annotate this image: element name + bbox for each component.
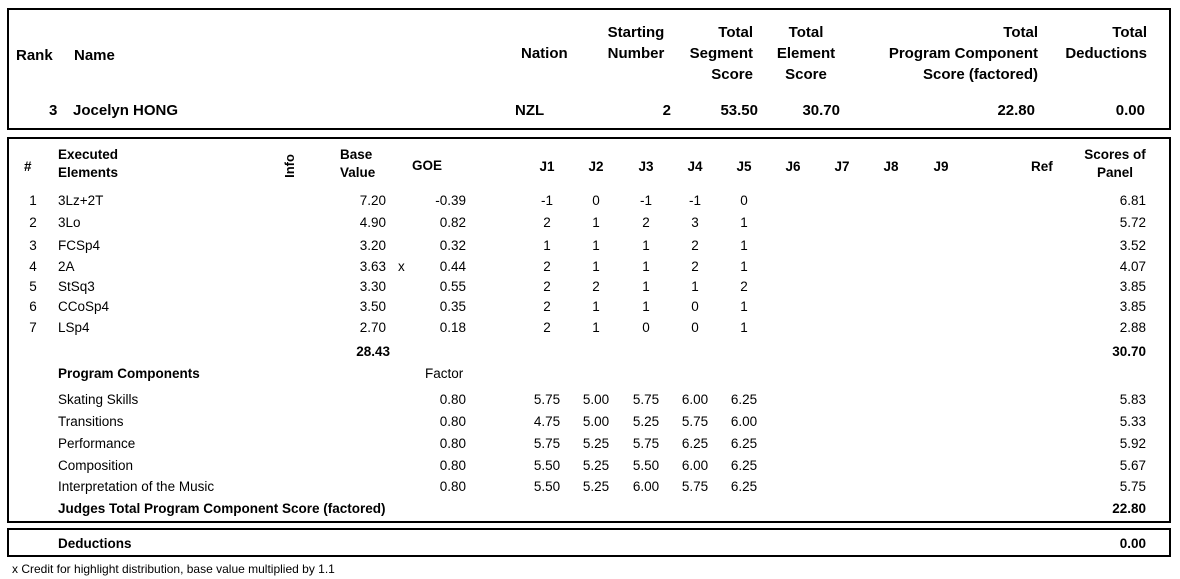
element-judge-score-j2: 2	[592, 279, 600, 294]
component-name: Composition	[58, 458, 134, 473]
component-judge-score-j2: 5.00	[582, 414, 610, 429]
element-judge-score-j2: 1	[592, 215, 600, 230]
element-info: x	[398, 259, 405, 274]
element-goe: 0.32	[439, 238, 466, 253]
component-judge-score-j4: 6.00	[681, 458, 709, 473]
element-judge-score-j1: 1	[543, 238, 551, 253]
component-judge-score-j5: 6.00	[730, 414, 758, 429]
element-number: 4	[29, 259, 37, 274]
component-judge-score-j3: 5.75	[632, 436, 660, 451]
element-number: 1	[29, 193, 37, 208]
element-panel-score: 3.85	[1119, 279, 1146, 294]
deductions-box	[7, 528, 1171, 557]
skater-total-segment-score: 53.50	[720, 102, 758, 119]
element-panel-score: 3.52	[1119, 238, 1146, 253]
elements-score-total: 30.70	[1112, 344, 1146, 359]
element-base-value: 2.70	[359, 320, 386, 335]
element-base-value: 3.63	[359, 259, 386, 274]
element-judge-score-j5: 2	[740, 279, 748, 294]
judge-header-j6: J6	[785, 159, 801, 174]
element-panel-score: 5.72	[1119, 215, 1146, 230]
component-judge-score-j4: 5.75	[681, 414, 709, 429]
judge-header-j7: J7	[834, 159, 850, 174]
program-components-title: Program Components	[58, 366, 200, 381]
element-judge-score-j3: 1	[642, 299, 650, 314]
element-judge-score-j5: 1	[740, 238, 748, 253]
judge-header-j5: J5	[736, 159, 752, 174]
skater-rank: 3	[49, 102, 58, 119]
skater-total-program-component-score: 22.80	[997, 102, 1035, 119]
judge-header-j1: J1	[539, 159, 555, 174]
element-goe: 0.55	[439, 279, 466, 294]
component-judge-score-j2: 5.25	[582, 458, 610, 473]
element-number: 7	[29, 320, 37, 335]
element-judge-score-j4: 2	[691, 259, 699, 274]
element-judge-score-j3: -1	[639, 193, 652, 208]
element-number: 6	[29, 299, 37, 314]
judges-total-pcs-label: Judges Total Program Component Score (factored)	[58, 501, 386, 516]
skater-starting-number: 2	[662, 102, 671, 119]
element-name: StSq3	[58, 279, 95, 294]
element-judge-score-j4: 0	[691, 320, 699, 335]
element-judge-score-j1: 2	[543, 320, 551, 335]
element-judge-score-j5: 1	[740, 259, 748, 274]
component-judge-score-j1: 5.50	[533, 479, 561, 494]
element-number: 2	[29, 215, 37, 230]
total-program-component-score-header: Total Program Component Score (factored)	[888, 24, 1038, 83]
element-judge-score-j5: 1	[740, 299, 748, 314]
component-judge-score-j3: 5.50	[632, 458, 660, 473]
component-judge-score-j1: 5.75	[533, 392, 561, 407]
element-judge-score-j4: 2	[691, 238, 699, 253]
element-goe: 0.18	[439, 320, 466, 335]
element-judge-score-j2: 1	[592, 259, 600, 274]
element-panel-score: 6.81	[1119, 193, 1146, 208]
component-judge-score-j5: 6.25	[730, 392, 758, 407]
element-base-value: 3.30	[359, 279, 386, 294]
footnote: x Credit for highlight distribution, base value multiplied by 1.1	[12, 562, 335, 576]
factor-header: Factor	[425, 366, 464, 381]
component-judge-score-j3: 6.00	[632, 479, 660, 494]
component-judge-score-j1: 5.50	[533, 458, 561, 473]
name-header: Name	[74, 47, 115, 64]
element-judge-score-j3: 1	[642, 238, 650, 253]
component-judge-score-j1: 4.75	[533, 414, 561, 429]
component-name: Performance	[58, 436, 136, 451]
element-judge-score-j2: 1	[592, 320, 600, 335]
component-factor: 0.80	[439, 458, 466, 473]
element-name: 2A	[58, 259, 75, 274]
component-judge-score-j2: 5.25	[582, 436, 610, 451]
goe-header: GOE	[412, 158, 443, 173]
nation-header: Nation	[521, 45, 568, 62]
element-number: 3	[29, 238, 37, 253]
total-segment-score-header: Total Segment Score	[689, 24, 753, 83]
judge-header-j2: J2	[588, 159, 604, 174]
element-panel-score: 2.88	[1119, 320, 1146, 335]
rank-header: Rank	[16, 47, 53, 64]
judges-total-pcs-value: 22.80	[1112, 501, 1146, 516]
element-judge-score-j2: 1	[592, 238, 600, 253]
deductions-value: 0.00	[1119, 536, 1146, 551]
element-base-value: 4.90	[359, 215, 386, 230]
component-factor: 0.80	[439, 479, 466, 494]
component-factor: 0.80	[439, 414, 466, 429]
judge-header-j4: J4	[687, 159, 703, 174]
element-base-value: 3.20	[359, 238, 386, 253]
element-goe: 0.35	[439, 299, 466, 314]
element-judge-score-j5: 1	[740, 320, 748, 335]
component-panel-score: 5.33	[1119, 414, 1146, 429]
element-judge-score-j1: 2	[543, 259, 551, 274]
element-name: CCoSp4	[58, 299, 110, 314]
judge-header-j8: J8	[883, 159, 899, 174]
element-judge-score-j4: 1	[691, 279, 699, 294]
element-goe: 0.82	[439, 215, 466, 230]
component-judge-score-j5: 6.25	[730, 458, 758, 473]
element-judge-score-j3: 2	[642, 215, 650, 230]
judge-header-j9: J9	[933, 159, 949, 174]
component-judge-score-j3: 5.25	[632, 414, 660, 429]
element-judge-score-j3: 0	[642, 320, 650, 335]
component-judge-score-j1: 5.75	[533, 436, 561, 451]
executed-elements-header: Executed Elements	[58, 147, 119, 180]
element-base-value: 3.50	[359, 299, 386, 314]
element-number: 5	[29, 279, 37, 294]
scores-of-panel-header: Scores of Panel	[1084, 147, 1146, 180]
element-judge-score-j5: 1	[740, 215, 748, 230]
element-judge-score-j1: 2	[543, 215, 551, 230]
info-column-header: Info	[282, 154, 297, 178]
component-factor: 0.80	[439, 436, 466, 451]
component-panel-score: 5.92	[1119, 436, 1146, 451]
total-element-score-header: Total Element Score	[776, 24, 836, 83]
element-name: 3Lo	[58, 215, 81, 230]
total-deductions-header: Total Deductions	[1065, 24, 1147, 62]
component-judge-score-j4: 5.75	[681, 479, 709, 494]
skater-total-deductions: 0.00	[1115, 102, 1145, 119]
skater-nation: NZL	[515, 102, 545, 119]
element-judge-score-j3: 1	[642, 279, 650, 294]
element-judge-score-j3: 1	[642, 259, 650, 274]
element-base-value: 7.20	[359, 193, 386, 208]
element-name: 3Lz+2T	[58, 193, 104, 208]
ref-header: Ref	[1031, 159, 1053, 174]
element-judge-score-j4: 3	[691, 215, 699, 230]
component-judge-score-j2: 5.00	[582, 392, 610, 407]
element-name: FCSp4	[58, 238, 101, 253]
component-factor: 0.80	[439, 392, 466, 407]
component-name: Interpretation of the Music	[58, 479, 215, 494]
element-panel-score: 3.85	[1119, 299, 1146, 314]
skater-total-element-score: 30.70	[802, 102, 840, 119]
component-panel-score: 5.75	[1119, 479, 1146, 494]
component-judge-score-j4: 6.25	[681, 436, 709, 451]
element-goe: 0.44	[439, 259, 466, 274]
component-judge-score-j4: 6.00	[681, 392, 709, 407]
element-judge-score-j4: -1	[688, 193, 701, 208]
component-judge-score-j5: 6.25	[730, 479, 758, 494]
component-judge-score-j3: 5.75	[632, 392, 660, 407]
component-name: Skating Skills	[58, 392, 139, 407]
base-value-header: Base Value	[340, 147, 376, 180]
element-panel-score: 4.07	[1119, 259, 1146, 274]
starting-number-header: Starting Number	[607, 24, 665, 62]
component-name: Transitions	[58, 414, 124, 429]
component-judge-score-j2: 5.25	[582, 479, 610, 494]
skater-name: Jocelyn HONG	[73, 102, 179, 119]
component-panel-score: 5.67	[1119, 458, 1146, 473]
element-judge-score-j2: 1	[592, 299, 600, 314]
element-judge-score-j2: 0	[592, 193, 600, 208]
component-judge-score-j5: 6.25	[730, 436, 758, 451]
deductions-label: Deductions	[58, 536, 132, 551]
element-judge-score-j4: 0	[691, 299, 699, 314]
element-judge-score-j1: -1	[540, 193, 553, 208]
element-goe: -0.39	[435, 193, 466, 208]
element-judge-score-j5: 0	[740, 193, 748, 208]
element-name: LSp4	[58, 320, 90, 335]
base-value-total: 28.43	[356, 344, 390, 359]
judge-header-j3: J3	[638, 159, 654, 174]
component-panel-score: 5.83	[1119, 392, 1146, 407]
num-column-header: #	[24, 159, 32, 174]
element-judge-score-j1: 2	[543, 299, 551, 314]
element-judge-score-j1: 2	[543, 279, 551, 294]
